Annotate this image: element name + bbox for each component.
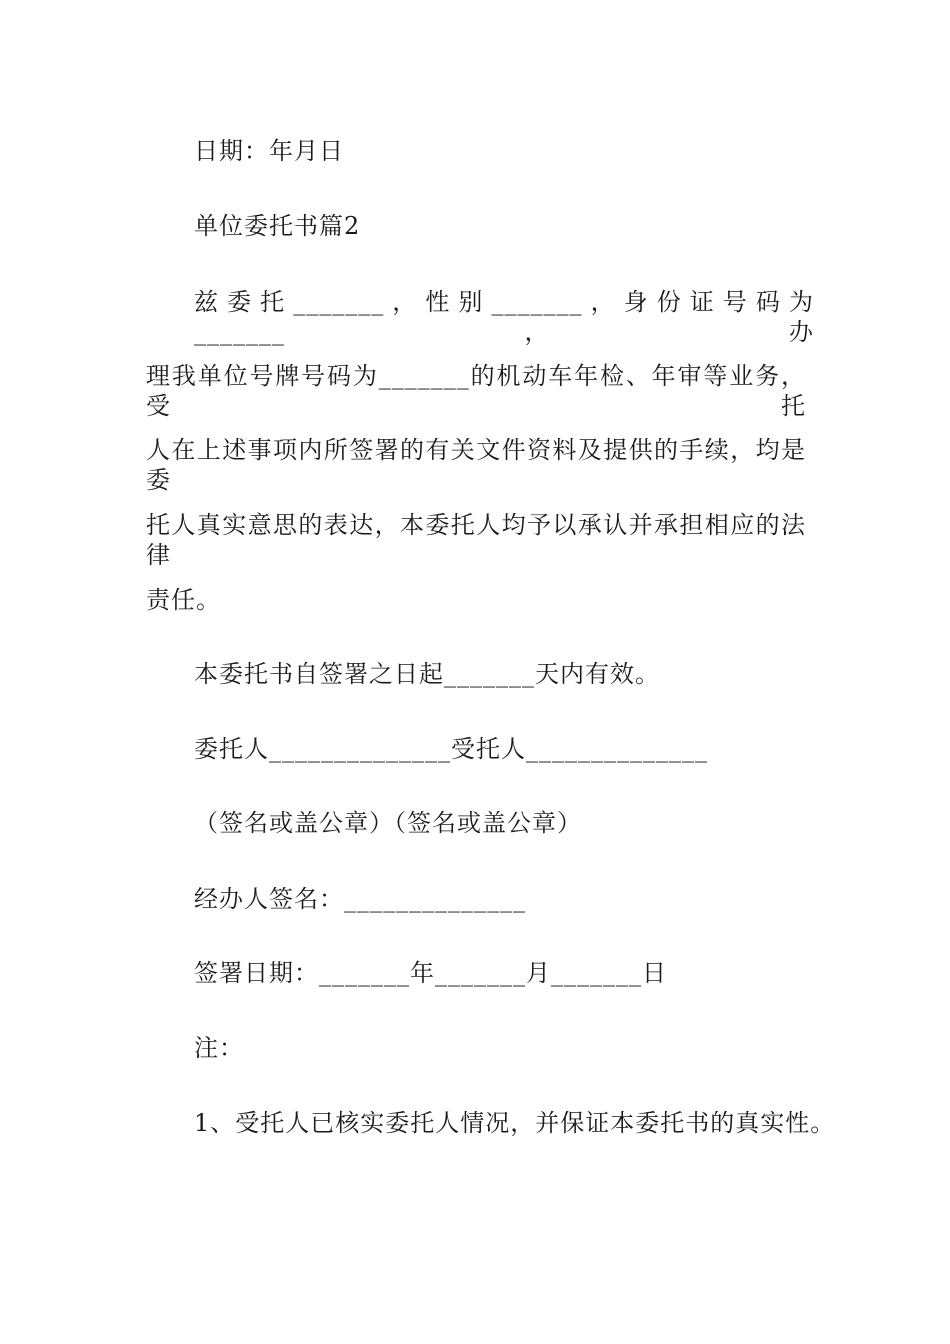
paragraph-line: 托人真实意思的表达，本委托人均予以承认并承担相应的法律	[146, 511, 806, 569]
principal-agent-line: 委托人______________受托人______________	[194, 735, 708, 763]
sign-date-line: 签署日期：_______年_______月_______日	[194, 959, 667, 987]
date-line: 日期：年月日	[194, 137, 344, 165]
section-title: 单位委托书篇2	[194, 212, 361, 240]
note-label: 注：	[194, 1034, 244, 1062]
paragraph-line: 人在上述事项内所签署的有关文件资料及提供的手续，均是委	[146, 436, 806, 494]
paragraph-line: 理我单位号牌号码为_______的机动车年检、年审等业务，受托	[146, 362, 806, 420]
paragraph-line: 兹委托_______，性别_______，身份证号码为_______，办	[194, 288, 814, 346]
handler-signature-line: 经办人签名：______________	[194, 885, 526, 913]
note-item: 1、受托人已核实委托人情况，并保证本委托书的真实性。	[194, 1109, 836, 1137]
paragraph-line: 责任。	[146, 586, 221, 614]
validity-line: 本委托书自签署之日起_______天内有效。	[194, 660, 660, 688]
signature-note: （签名或盖公章）（签名或盖公章）	[194, 809, 582, 837]
